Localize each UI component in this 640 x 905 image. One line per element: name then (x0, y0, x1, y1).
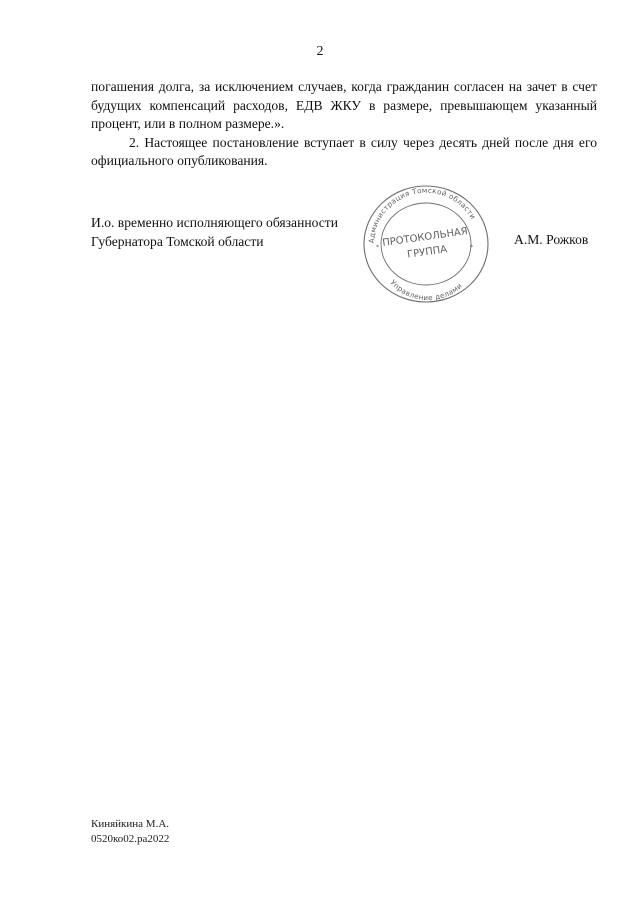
signer-position (91, 214, 338, 251)
stamp-star-left-icon: * (376, 244, 379, 251)
signer-name: А.М. Рожков (514, 232, 589, 247)
paragraph-continuation: погашения долга, за исключением случаев, когда гражданин согласен на зачет в счет будущих компенсаций расходов, ЕДВ ЖКУ в размере, превышающем указанный процент, или в полном размере.». (91, 79, 597, 131)
official-stamp (360, 182, 490, 307)
svg-text:Управление делами (388, 278, 463, 302)
stamp-star-right-icon: * (470, 244, 473, 251)
signer-position-line2: Губернатора Томской области (91, 233, 264, 249)
stamp-outer-bottom-text: Управление делами (388, 277, 464, 303)
footer-author: Киняйкина М.А. (91, 818, 170, 830)
stamp-center-line1: ПРОТОКОЛЬНАЯ (381, 226, 469, 249)
stamp-center-line2: ГРУППА (406, 244, 448, 261)
document-body (91, 78, 597, 171)
stamp-outer-top-text: Администрация Томской области (366, 185, 478, 244)
footer (91, 817, 169, 847)
paragraph-effective-date: 2. Настоящее постановление вступает в силу через десять дней после дня его официального опубликования. (91, 134, 597, 168)
footer-doc-code: 0520ко02.ра2022 (91, 833, 170, 845)
signer-position-line1: И.о. временно исполняющего обязанности (91, 215, 339, 230)
page-number: 2 (316, 44, 324, 59)
